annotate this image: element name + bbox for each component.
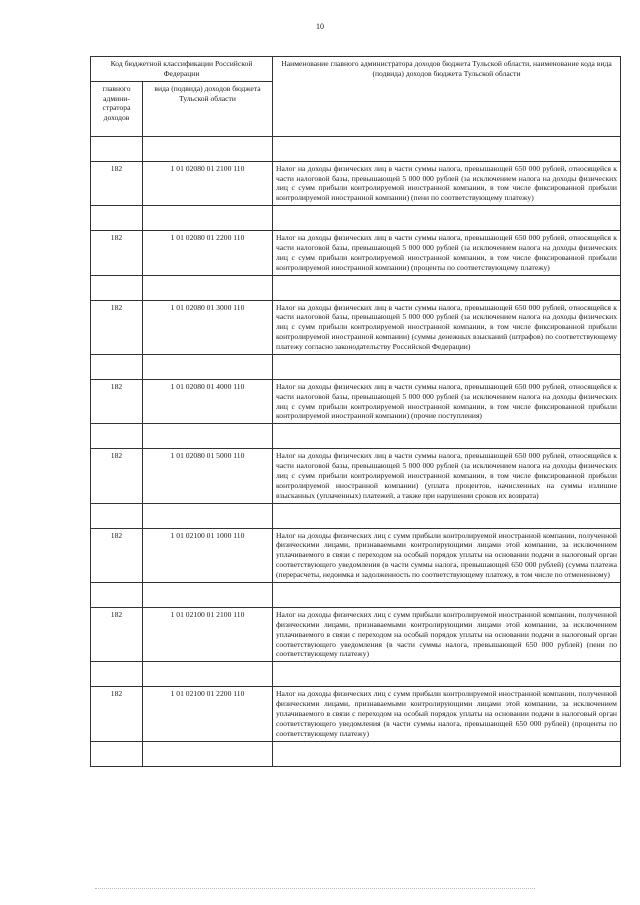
header-income-code: вида (подвида) доходов бюджета Тульской области	[143, 81, 273, 136]
income-description-cell: Налог на доходы физических лиц в части суммы налога, превышающей 650 000 рублей, относящейся к части налоговой базы, превышающей 5 000 000 рублей (за исключением налога на доходы физических лиц с сумм прибыли контролируемой иностранной компании, в том числе фиксированной прибыли контролируемой иностранной компании) (суммы денежных взысканий (штрафов) по соответствующему платежу согласно законодательству Российской Федерации)	[273, 300, 621, 354]
table-row	[91, 161, 621, 205]
income-code-cell: 1 01 02080 01 3000 110	[143, 300, 273, 354]
income-description-cell: Налог на доходы физических лиц в части суммы налога, превышающей 650 000 рублей, относящейся к части налоговой базы, превышающей 5 000 000 рублей (за исключением налога на доходы физических лиц с сумм прибыли контролируемой иностранной компании, в том числе фиксированной прибыли контролируемой иностранной компании) (уплата процентов, начисленных на суммы излишне взысканных (уплаченных) платежей, а также при нарушении сроков их возврата)	[273, 449, 621, 503]
income-description-cell: Налог на доходы физических лиц с сумм прибыли контролируемой иностранной компании, полученной физическими лицами, признаваемыми контролирующими лицами этой компании, за исключением уплачиваемого в связи с переходом на особый порядок уплаты на основании подачи в налоговый орган соответствующего уведомления (в части суммы налога, превышающей 650 000 рублей) (проценты по соответствующему платежу)	[273, 687, 621, 741]
income-code-cell: 1 01 02100 01 2200 110	[143, 687, 273, 741]
income-code-cell: 1 01 02100 01 2100 110	[143, 607, 273, 661]
spacer-row	[91, 741, 621, 766]
admin-code-cell: 182	[91, 300, 143, 354]
income-description-cell: Налог на доходы физических лиц в части суммы налога, превышающей 650 000 рублей, относящейся к части налоговой базы, превышающей 5 000 000 рублей (за исключением налога на доходы физических лиц с сумм прибыли контролируемой иностранной компании, в том числе фиксированной прибыли контролируемой иностранной компании) (проценты по соответствующему платежу)	[273, 231, 621, 275]
table-row	[91, 449, 621, 503]
table-row	[91, 687, 621, 741]
header-classification-group: Код бюджетной классификации Российской Федерации	[91, 57, 273, 82]
admin-code-cell: 182	[91, 607, 143, 661]
spacer-row	[91, 503, 621, 528]
spacer-row	[91, 424, 621, 449]
admin-code-cell: 182	[91, 528, 143, 582]
table-row	[91, 231, 621, 275]
income-description-cell: Налог на доходы физических лиц с сумм прибыли контролируемой иностранной компании, полученной физическими лицами, признаваемыми контролирующими лицами этой компании, за исключением уплачиваемого в связи с переходом на особый порядок уплаты на основании подачи в налоговый орган соответствующего уведомления (в части суммы налога, превышающей 650 000 рублей) (сумма платежа (перерасчеты, недоимка и задолженность по соответствующему платежу, в том числе по отмененному)	[273, 528, 621, 582]
table-row	[91, 607, 621, 661]
spacer-row	[91, 662, 621, 687]
spacer-row	[91, 275, 621, 300]
spacer-row	[91, 206, 621, 231]
page-bottom-rule	[95, 888, 535, 889]
income-code-cell: 1 01 02080 01 5000 110	[143, 449, 273, 503]
admin-code-cell: 182	[91, 687, 143, 741]
header-admin-name: Наименование главного администратора доходов бюджета Тульской области, наименование кода вида (подвида) доходов бюджета Тульской области	[273, 57, 621, 137]
header-admin-code: главного админи- стратора доходов	[91, 81, 143, 136]
income-description-cell: Налог на доходы физических лиц в части суммы налога, превышающей 650 000 рублей, относящейся к части налоговой базы, превышающей 5 000 000 рублей (за исключением налога на доходы физических лиц с сумм прибыли контролируемой иностранной компании, в том числе фиксированной прибыли контролируемой иностранной компании) (пени по соответствующему платежу)	[273, 161, 621, 205]
admin-code-cell: 182	[91, 449, 143, 503]
income-code-cell: 1 01 02080 01 2200 110	[143, 231, 273, 275]
budget-classification-table	[90, 56, 621, 767]
spacer-row	[91, 136, 621, 161]
page-number: 10	[316, 22, 324, 31]
table-row	[91, 379, 621, 423]
admin-code-cell: 182	[91, 161, 143, 205]
income-description-cell: Налог на доходы физических лиц в части суммы налога, превышающей 650 000 рублей, относящейся к части налоговой базы, превышающей 5 000 000 рублей (за исключением налога на доходы физических лиц с сумм прибыли контролируемой иностранной компании, в том числе фиксированной прибыли контролируемой иностранной компании) (прочие поступления)	[273, 379, 621, 423]
table-row	[91, 300, 621, 354]
admin-code-cell: 182	[91, 379, 143, 423]
table-row	[91, 528, 621, 582]
income-description-cell: Налог на доходы физических лиц с сумм прибыли контролируемой иностранной компании, полученной физическими лицами, признаваемыми контролирующими лицами этой компании, за исключением уплачиваемого в связи с переходом на особый порядок уплаты на основании подачи в налоговый орган соответствующего уведомления (в части суммы налога, превышающей 650 000 рублей) (пени по соответствующему платежу)	[273, 607, 621, 661]
income-code-cell: 1 01 02080 01 4000 110	[143, 379, 273, 423]
spacer-row	[91, 582, 621, 607]
income-code-cell: 1 01 02080 01 2100 110	[143, 161, 273, 205]
admin-code-cell: 182	[91, 231, 143, 275]
spacer-row	[91, 354, 621, 379]
income-code-cell: 1 01 02100 01 1000 110	[143, 528, 273, 582]
